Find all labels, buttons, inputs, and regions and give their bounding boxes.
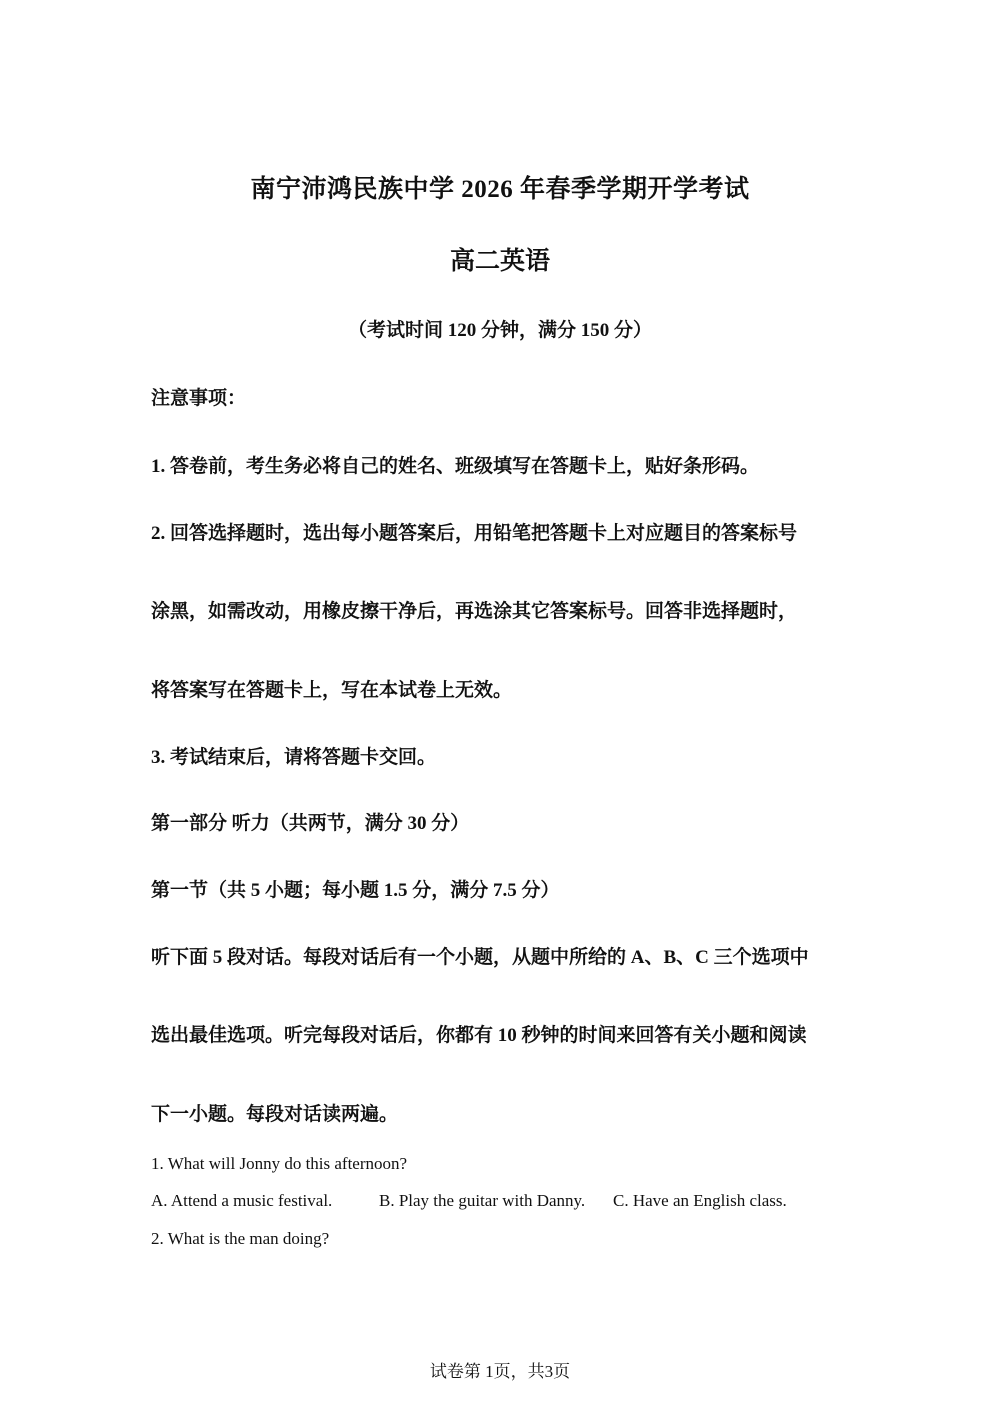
note-item-2-line-2: 涂黑，如需改动，用橡皮擦干净后，再选涂其它答案标号。回答非选择题时， [151, 601, 798, 622]
section-one-heading: 第一节（共 5 小题；每小题 1.5 分，满分 7.5 分） [151, 880, 560, 901]
subject-title: 高二英语 [449, 248, 550, 275]
exam-time-info: （考试时间 120 分钟，满分 150 分） [347, 320, 652, 341]
note-item-2-line-3: 将答案写在答题卡上，写在本试卷上无效。 [151, 680, 513, 701]
instruction-line-2: 选出最佳选项。听完每段对话后，你都有 10 秒钟的时间来回答有关小题和阅读 [151, 1025, 807, 1046]
question-1-option-b: B. Play the guitar with Danny. [379, 1191, 586, 1210]
page-footer: 试卷第 1页，共3页 [429, 1362, 571, 1381]
note-item-3: 3. 考试结束后，请将答题卡交回。 [151, 747, 437, 768]
question-2-stem: 2. What is the man doing? [151, 1229, 330, 1248]
notes-heading: 注意事项： [151, 388, 247, 409]
question-1-option-a: A. Attend a music festival. [151, 1191, 333, 1210]
instruction-line-1: 听下面 5 段对话。每段对话后有一个小题，从题中所给的 A、B、C 三个选项中 [151, 947, 809, 968]
question-1-option-c: C. Have an English class. [613, 1191, 787, 1210]
part-one-heading: 第一部分 听力（共两节，满分 30 分） [151, 813, 470, 834]
question-1-stem: 1. What will Jonny do this afternoon? [151, 1154, 408, 1173]
note-item-2-line-1: 2. 回答选择题时，选出每小题答案后，用铅笔把答题卡上对应题目的答案标号 [151, 523, 798, 544]
instruction-line-3: 下一小题。每段对话读两遍。 [151, 1104, 399, 1125]
exam-title: 南宁沛鸿民族中学 2026 年春季学期开学考试 [250, 176, 750, 203]
note-item-1: 1. 答卷前，考生务必将自己的姓名、班级填写在答题卡上，贴好条形码。 [151, 456, 760, 477]
